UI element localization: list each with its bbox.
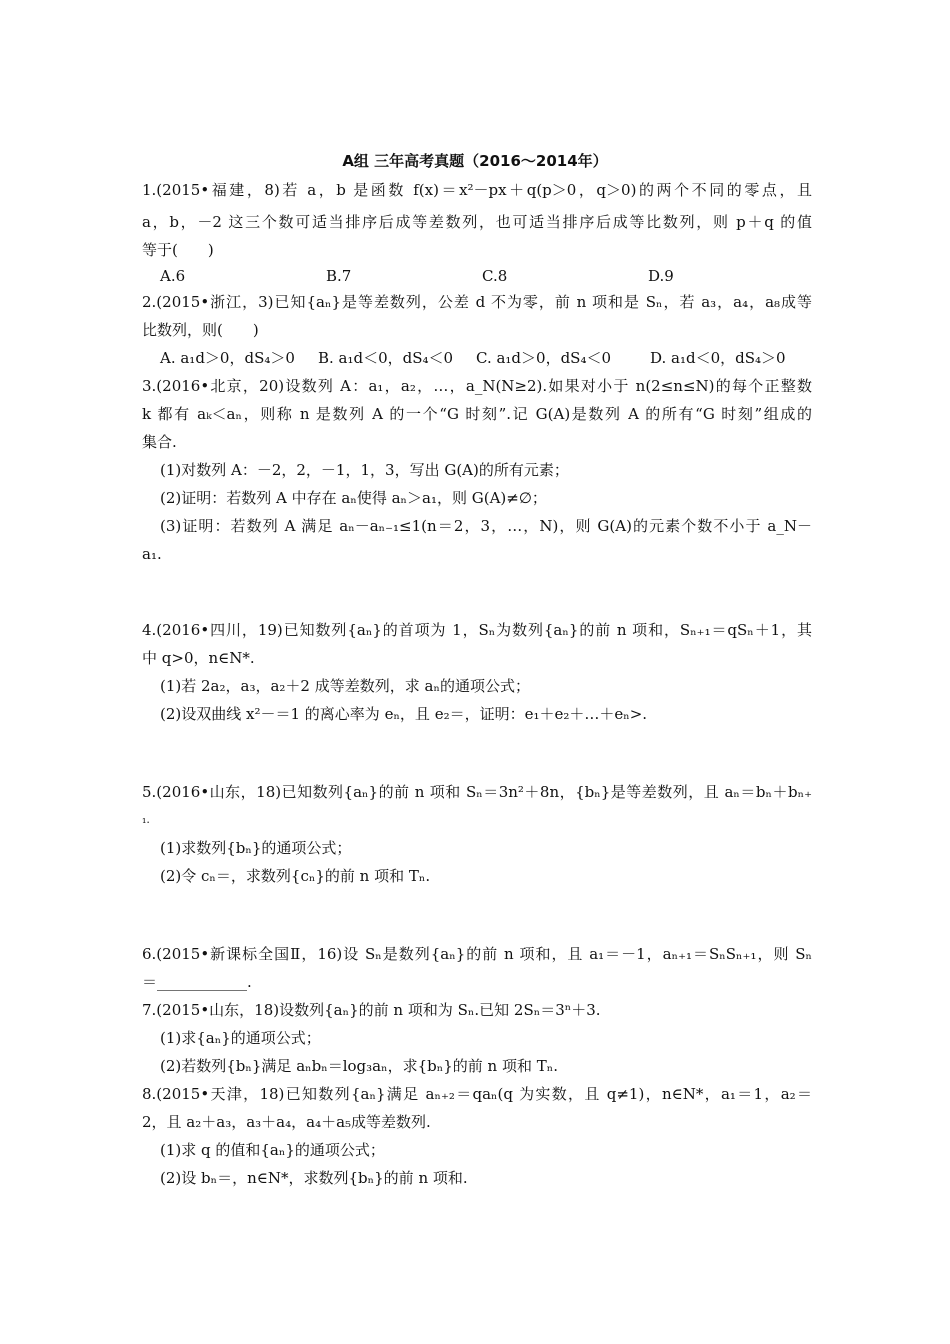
q4-line-1: 4.(2016•四川，19)已知数列{aₙ}的首项为 1，Sₙ为数列{aₙ}的前 n 项和，Sₙ₊₁＝qSₙ＋1，其 bbox=[142, 621, 812, 639]
q7-sub-2: (2)若数列{bₙ}满足 aₙbₙ＝log₃aₙ，求{bₙ}的前 n 项和 Tₙ. bbox=[160, 1057, 558, 1075]
q7-line-1: 7.(2015•山东，18)设数列{aₙ}的前 n 项和为 Sₙ.已知 2Sₙ＝3ⁿ＋3. bbox=[142, 1001, 601, 1019]
q3-line-2: k 都有 aₖ＜aₙ，则称 n 是数列 A 的一个“G 时刻”.记 G(A)是数列 A 的所有“G 时刻”组成的 bbox=[142, 405, 812, 423]
q5-sub-1: (1)求数列{bₙ}的通项公式； bbox=[160, 839, 352, 857]
q3-sub-3-cont: a₁. bbox=[142, 545, 162, 563]
q1-line-3: 等于( ) bbox=[142, 241, 214, 259]
q5-line-1: 5.(2016•山东，18)已知数列{aₙ}的前 n 项和 Sₙ＝3n²＋8n，{bₙ}是等差数列，且 aₙ＝bₙ＋bₙ₊ bbox=[142, 783, 812, 801]
q4-line-2: 中 q>0，n∈N*. bbox=[142, 649, 255, 667]
q2-line-2: 比数列，则( ) bbox=[142, 321, 259, 339]
q3-sub-3: (3)证明：若数列 A 满足 aₙ－aₙ₋₁≤1(n＝2，3，…，N)，则 G(A)的元素个数不小于 a_N－ bbox=[160, 517, 812, 535]
q2-option-a: A. a₁d＞0，dS₄＞0 bbox=[160, 349, 295, 367]
q1-option-a: A.6 bbox=[160, 267, 186, 285]
q1-option-c: C.8 bbox=[482, 267, 508, 285]
q6-line-1: 6.(2015•新课标全国Ⅱ，16)设 Sₙ是数列{aₙ}的前 n 项和，且 a₁＝－1，aₙ₊₁＝SₙSₙ₊₁，则 Sₙ bbox=[142, 945, 812, 963]
q2-line-1: 2.(2015•浙江，3)已知{aₙ}是等差数列，公差 d 不为零，前 n 项和是 Sₙ，若 a₃，a₄，a₈成等 bbox=[142, 293, 812, 311]
q5-sub-2: (2)令 cₙ＝，求数列{cₙ}的前 n 项和 Tₙ. bbox=[160, 867, 431, 885]
q1-line-2: a，b，－2 这三个数可适当排序后成等差数列，也可适当排序后成等比数列，则 p＋q 的值 bbox=[142, 213, 812, 231]
q8-line-2: 2，且 a₂＋a₃，a₃＋a₄，a₄＋a₅成等差数列. bbox=[142, 1113, 431, 1131]
q4-sub-1: (1)若 2a₂，a₃，a₂＋2 成等差数列，求 aₙ的通项公式； bbox=[160, 677, 530, 695]
q3-line-3: 集合. bbox=[142, 433, 177, 451]
q8-sub-2: (2)设 bₙ＝，n∈N*，求数列{bₙ}的前 n 项和. bbox=[160, 1169, 468, 1187]
q8-sub-1: (1)求 q 的值和{aₙ}的通项公式； bbox=[160, 1141, 385, 1159]
q1-options bbox=[160, 266, 812, 286]
q3-line-1: 3.(2016•北京，20)设数列 A：a₁，a₂，…，a_N(N≥2).如果对小于 n(2≤n≤N)的每个正整数 bbox=[142, 377, 812, 395]
q6-line-2: ＝____________. bbox=[142, 973, 252, 991]
q2-option-d: D. a₁d＜0，dS₄＞0 bbox=[650, 349, 786, 367]
q2-options bbox=[160, 348, 812, 368]
q2-option-c: C. a₁d＞0，dS₄＜0 bbox=[476, 349, 612, 367]
q1-line-1: 1.(2015•福建，8)若 a，b 是函数 f(x)＝x²－px＋q(p＞0，q＞0)的两个不同的零点，且 bbox=[142, 181, 812, 199]
q3-sub-1: (1)对数列 A：－2，2，－1，1，3，写出 G(A)的所有元素； bbox=[160, 461, 569, 479]
q1-option-b: B.7 bbox=[326, 267, 352, 285]
page-title: A组 三年高考真题（2016～2014年） bbox=[342, 152, 608, 170]
q8-line-1: 8.(2015•天津，18)已知数列{aₙ}满足 aₙ₊₂＝qaₙ(q 为实数，且 q≠1)，n∈N*，a₁＝1，a₂＝ bbox=[142, 1085, 812, 1103]
q4-sub-2: (2)设双曲线 x²－＝1 的离心率为 eₙ，且 e₂＝，证明：e₁＋e₂＋…＋eₙ>. bbox=[160, 705, 648, 723]
q7-sub-1: (1)求{aₙ}的通项公式； bbox=[160, 1029, 321, 1047]
q5-line-2: ₁. bbox=[142, 813, 150, 826]
q1-option-d: D.9 bbox=[648, 267, 674, 285]
q2-option-b: B. a₁d＜0，dS₄＜0 bbox=[318, 349, 454, 367]
q3-sub-2: (2)证明：若数列 A 中存在 aₙ使得 aₙ＞a₁，则 G(A)≠∅； bbox=[160, 489, 547, 507]
